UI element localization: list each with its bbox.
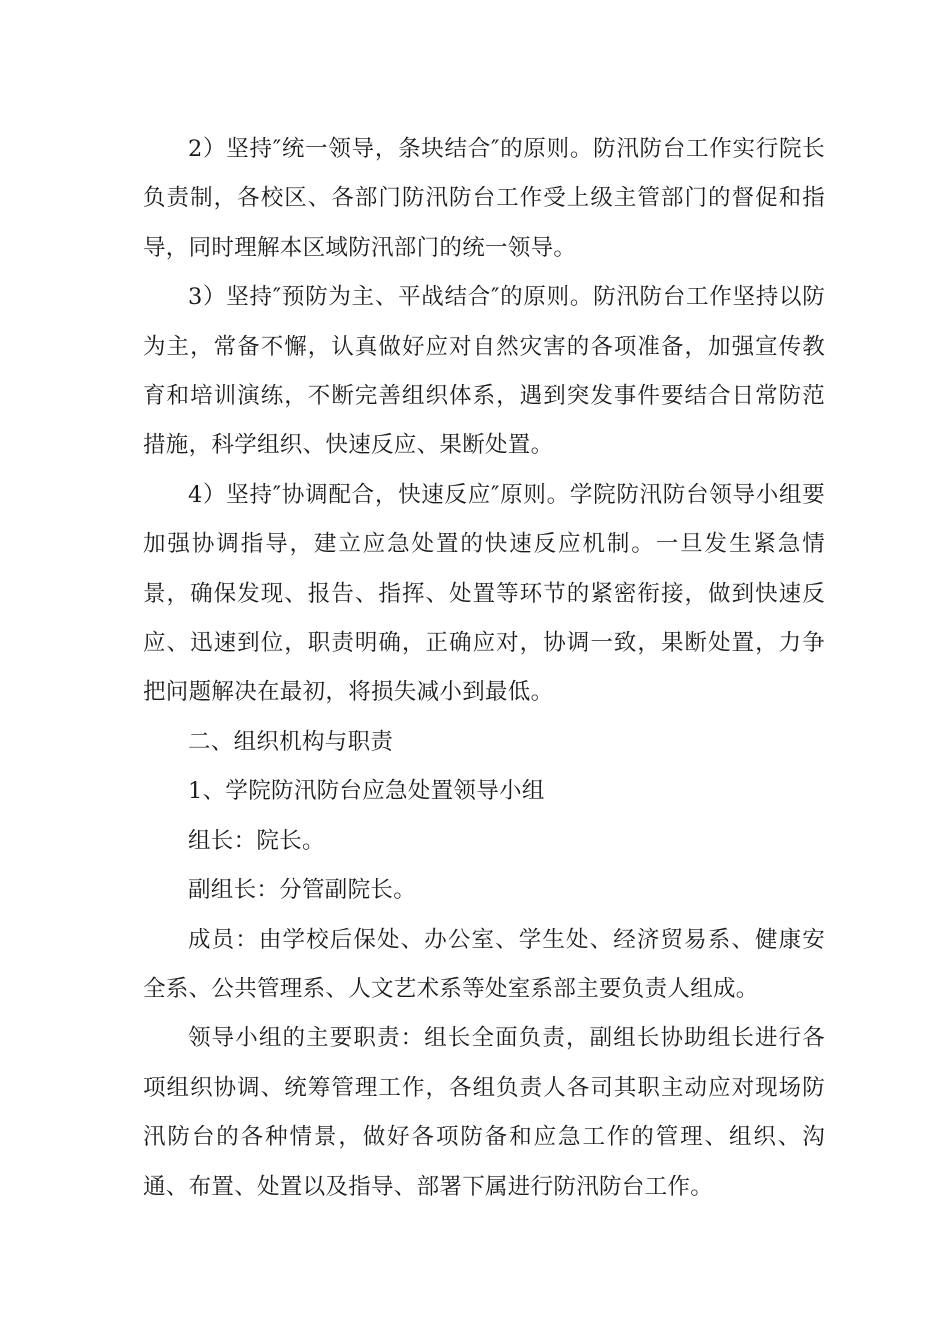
- section-heading-organization: 二、组织机构与职责: [188, 728, 394, 755]
- document-body: [143, 125, 825, 1212]
- paragraph-principle-4: 4）坚持″协调配合，快速反应″原则。学院防汛防台领导小组要加强协调指导，建立应急处置的快速反应机制。一旦发生紧急情景，确保发现、报告、指挥、处置等环节的紧密衔接，做到快速反应、迅速到位，职责明确，正确应对，协调一致，果断处置，力争把问题解决在最初，将损失减小到最低。: [143, 481, 825, 706]
- paragraph-principle-3: 3）坚持″预防为主、平战结合″的原则。防汛防台工作坚持以防为主，常备不懈，认真做好应对自然灾害的各项准备，加强宣传教育和培训演练，不断完善组织体系，遇到突发事件要结合日常防范措施，科学组织、快速反应、果断处置。: [143, 284, 825, 459]
- paragraph-principle-2: 2）坚持″统一领导，条块结合″的原则。防汛防台工作实行院长负责制，各校区、各部门防汛防台工作受上级主管部门的督促和指导，同时理解本区域防汛部门的统一领导。: [143, 136, 825, 261]
- paragraph-group-leader: 组长：院长。: [188, 827, 325, 854]
- paragraph-members: 成员：由学校后保处、办公室、学生处、经济贸易系、健康安全系、公共管理系、人文艺术系等处室系部主要负责人组成。: [143, 926, 825, 1002]
- paragraph-responsibilities: 领导小组的主要职责：组长全面负责，副组长协助组长进行各项组织协调、统筹管理工作，各组负责人各司其职主动应对现场防汛防台的各种情景，做好各项防备和应急工作的管理、组织、沟通、布置、处置以及指导、部署下属进行防汛防台工作。: [143, 1025, 825, 1200]
- subsection-heading-leading-group: 1、学院防汛防台应急处置领导小组: [188, 778, 545, 805]
- paragraph-deputy-leader: 副组长：分管副院长。: [188, 877, 417, 904]
